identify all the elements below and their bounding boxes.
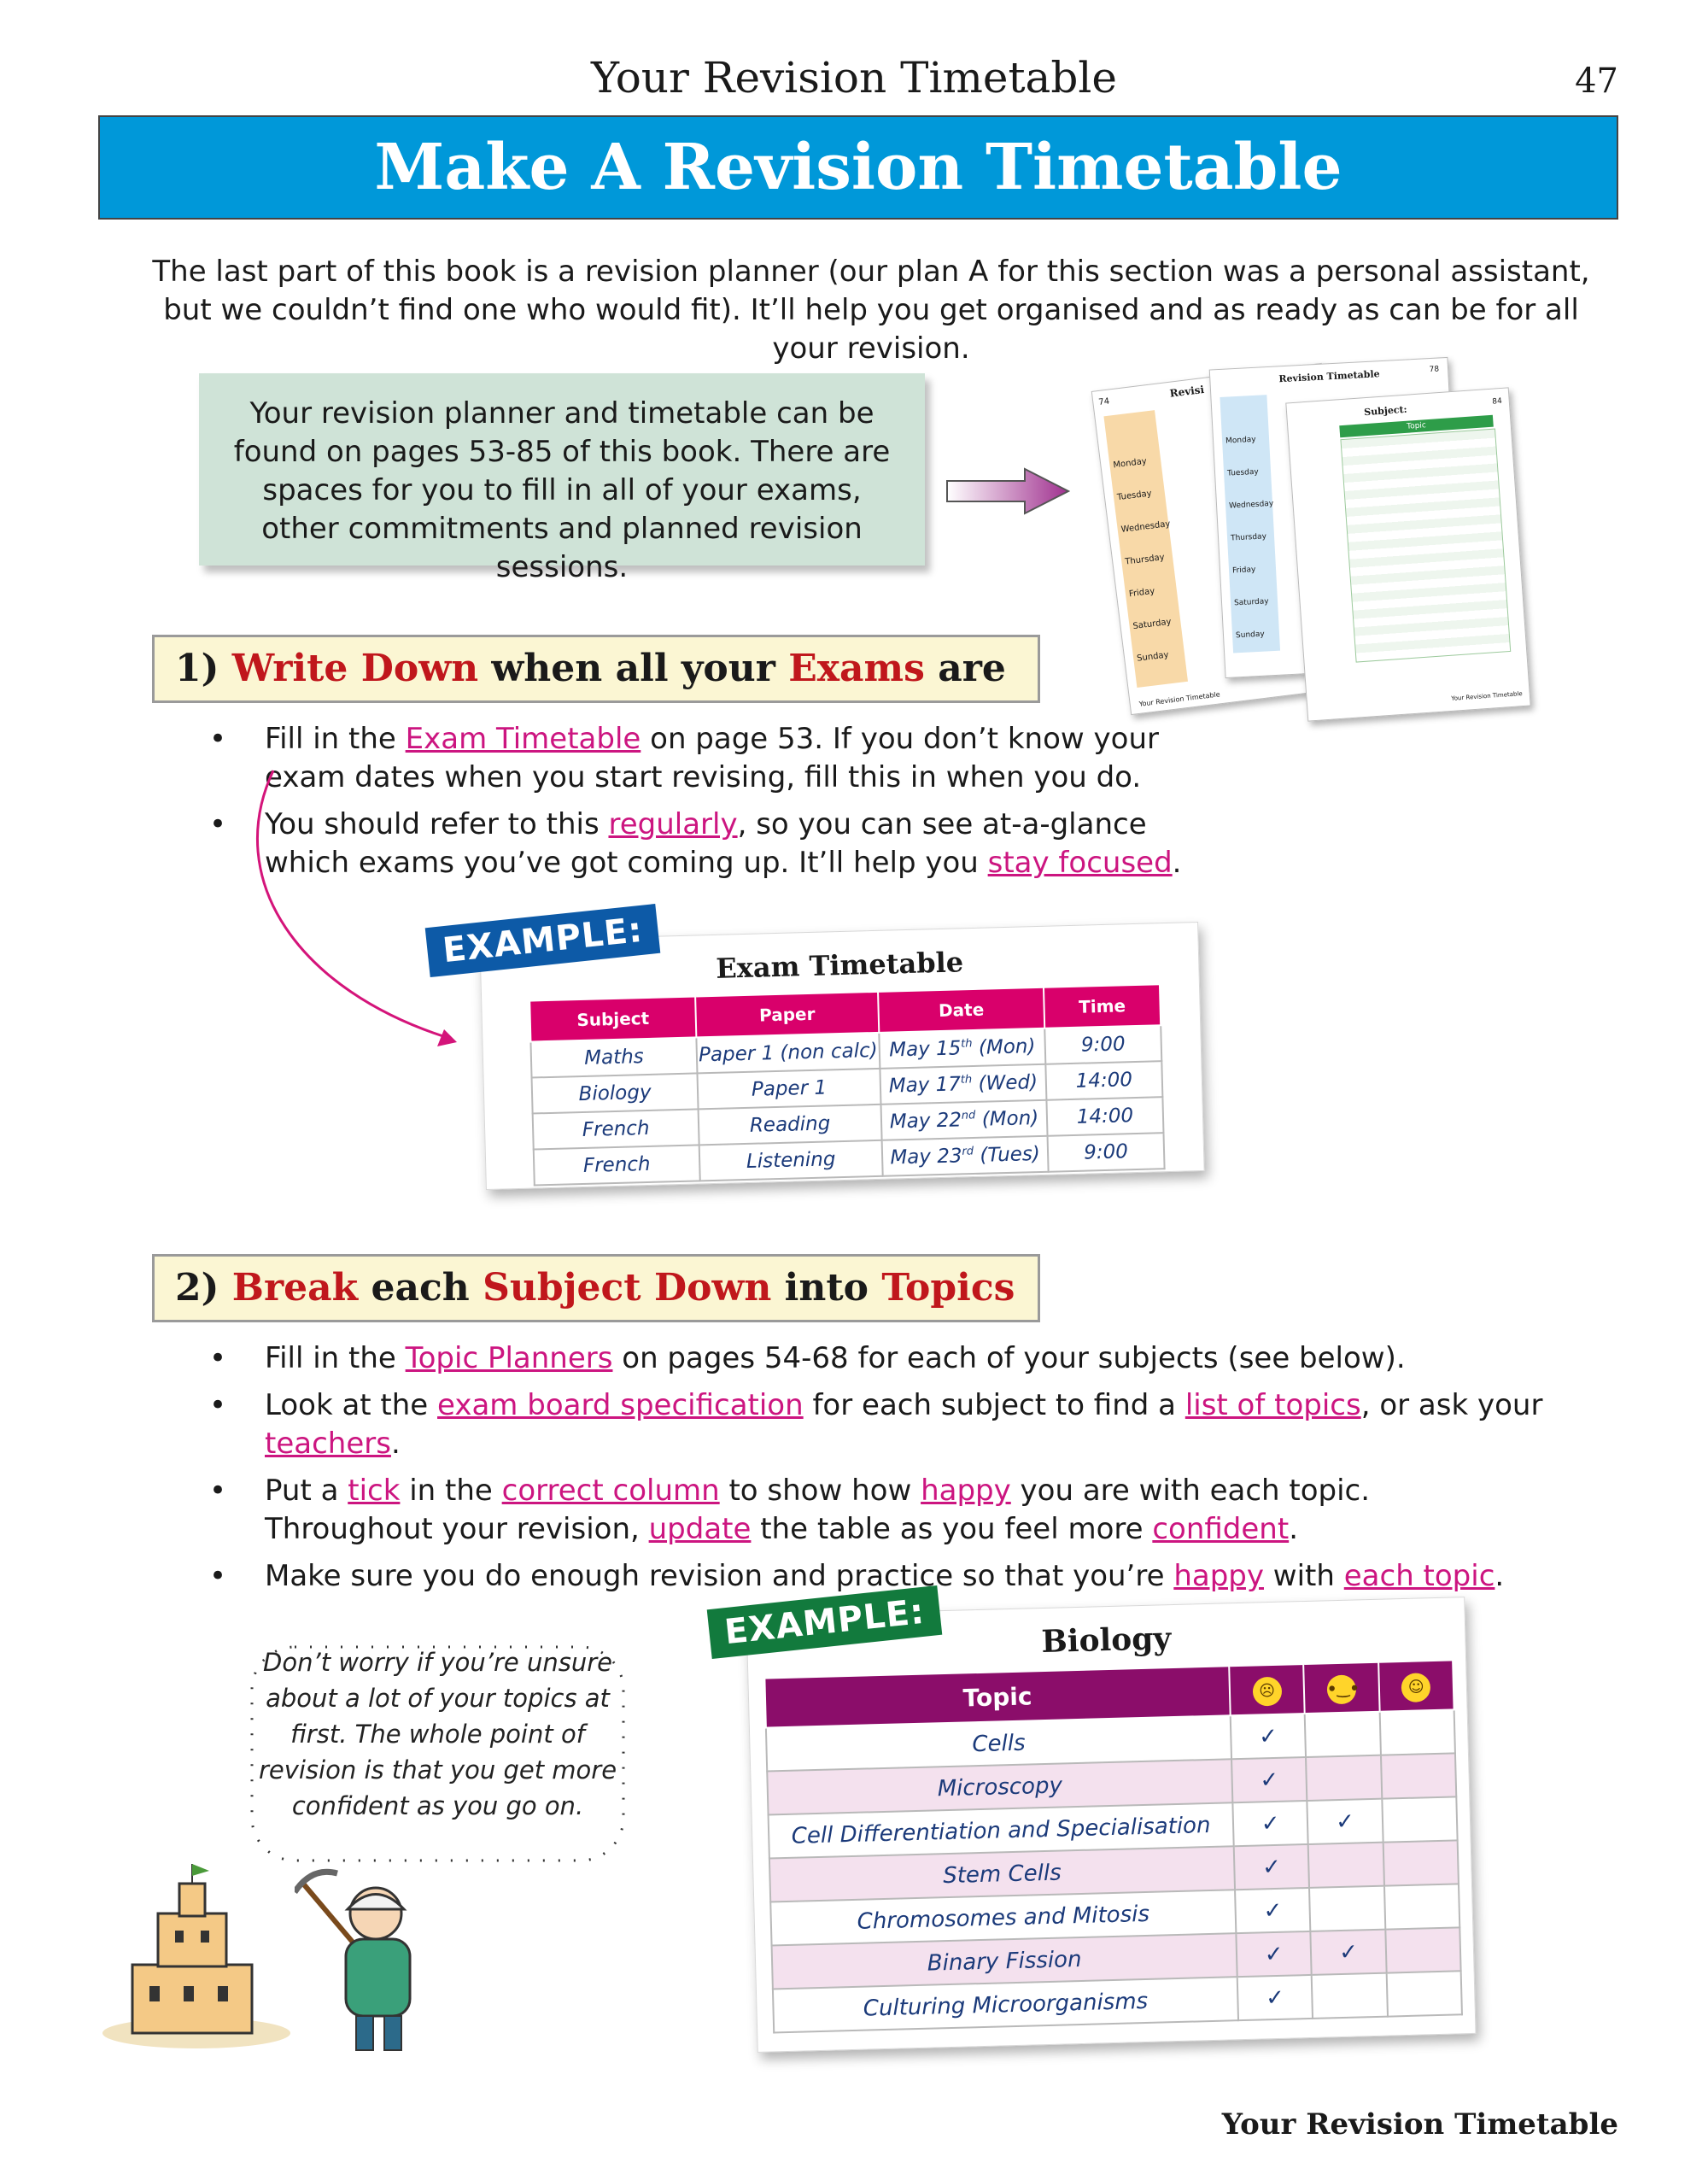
topic-cell: Stem Cells [769, 1846, 1235, 1902]
date-cell: May 17th (Wed) [880, 1064, 1046, 1105]
highlight-link: tick [348, 1474, 401, 1508]
paper-cell: Listening [699, 1140, 883, 1181]
confidence-tick-cell [1385, 1927, 1461, 1972]
thumbnail-days: Monday Tuesday Wednesday Thursday Friday Saturday Sunday [1112, 456, 1173, 664]
highlight-link: exam board specification [437, 1388, 804, 1422]
exam-timetable [529, 983, 1165, 1186]
confidence-tick-cell: ✓ [1234, 1844, 1310, 1890]
bullet-item: • Look at the exam board specification for each subject to find a list of topics, or ask your teachers. [209, 1388, 1543, 1461]
thumbnail-title: Subject: [1363, 403, 1408, 419]
thumbnail-page-number: 78 [1429, 365, 1440, 375]
highlight-link: regularly [608, 807, 738, 841]
heading-segment: Write Down [231, 647, 479, 690]
topic-cell: Cell Differentiation and Specialisation [769, 1802, 1234, 1858]
column-header-date: Date [878, 987, 1044, 1033]
subject-cell: Maths [530, 1037, 697, 1077]
intro-paragraph: The last part of this book is a revision planner (our plan A for this section was a personal assistant, but we couldn’t find one who would fit). It’ll help you get organised and as ready as can be for all your revision. [152, 255, 1590, 366]
running-footer: Your Revision Timetable [1221, 2107, 1618, 2142]
heading-segment: Exams [788, 647, 925, 690]
paper-cell: Paper 1 [697, 1069, 880, 1110]
bullet-item: • Put a tick in the correct column to show how happy you are with each topic. Throughout your revision, update the table as you feel more confident. [209, 1474, 1371, 1546]
biology-topic-table [763, 1659, 1463, 2033]
confidence-tick-cell: ✓ [1235, 1888, 1311, 1933]
highlight-link: teachers [265, 1427, 391, 1461]
bullet-icon: • [209, 722, 227, 756]
speech-bubble-text: Don’t worry if you’re unsure about a lot of your topics at first. The whole point of revision is that you get more confident as you go on. [258, 1648, 617, 1820]
highlight-link: happy [921, 1474, 1011, 1508]
highlight-link: list of topics [1184, 1388, 1361, 1422]
thumbnail-title: Revision Timetable [1278, 368, 1380, 385]
curved-arrow-icon [248, 760, 470, 1051]
miner-illustration [295, 1866, 440, 2063]
thumbnail-days: Monday Tuesday Wednesday Thursday Friday Saturday Sunday [1225, 435, 1274, 641]
subject-cell: French [533, 1109, 699, 1149]
confidence-tick-cell [1309, 1886, 1385, 1931]
thumbnail-footer: Your Revision Timetable [1451, 690, 1523, 702]
topic-cell: Microscopy [767, 1759, 1232, 1814]
page-title: Make A Revision Timetable [374, 131, 1342, 204]
section-2-bullets [209, 1339, 1661, 1604]
biology-topic-card [746, 1597, 1476, 2053]
confidence-tick-cell: ✓ [1232, 1801, 1308, 1846]
topic-cell: Binary Fission [772, 1933, 1237, 1989]
confidence-tick-cell [1312, 1973, 1388, 2019]
bullet-icon: • [209, 1559, 227, 1593]
confidence-tick-cell [1308, 1843, 1384, 1888]
column-header-time: Time [1044, 984, 1161, 1028]
confidence-tick-cell [1382, 1796, 1458, 1842]
confidence-tick-cell: ✓ [1236, 1931, 1312, 1977]
bullet-item: • Fill in the Topic Planners on pages 54-68 for each of your subjects (see below). [209, 1339, 1661, 1378]
thumbnail-title: Revisi [1168, 383, 1205, 400]
running-header: Your Revision Timetable [591, 53, 1117, 103]
confidence-tick-cell [1384, 1884, 1460, 1929]
thumbnail-topic-planner [1285, 387, 1530, 721]
paper-cell: Reading [699, 1105, 882, 1146]
paper-cell: Paper 1 (non calc) [696, 1033, 880, 1074]
confidence-tick-cell [1383, 1840, 1459, 1885]
bullet-icon: • [209, 1474, 227, 1508]
thumbnail-header: Topic [1339, 415, 1494, 438]
date-cell: May 15th (Mon) [879, 1028, 1045, 1069]
highlight-link: Exam Timetable [405, 722, 641, 756]
section-2-heading: 2) Break each Subject Down into Topics [152, 1254, 1040, 1322]
confidence-tick-cell: ✓ [1311, 1930, 1387, 1975]
heading-segment: when all your [478, 647, 789, 690]
thumbnail-page-number: 84 [1492, 396, 1503, 407]
confidence-tick-cell [1305, 1712, 1381, 1757]
sandcastle-illustration [98, 1862, 295, 2059]
heading-segment: Subject Down [483, 1266, 772, 1310]
bullet-icon: • [209, 1341, 227, 1375]
bullet-icon: • [209, 807, 227, 841]
column-header-topic: Topic [764, 1666, 1230, 1727]
heading-segment: Break [231, 1266, 359, 1310]
example-label-2: EXAMPLE: [707, 1585, 943, 1659]
happy-face-icon: ☺ [1378, 1660, 1454, 1711]
sad-face-icon: ☹ [1229, 1664, 1305, 1715]
time-cell: 14:00 [1045, 1061, 1162, 1100]
planner-note-box: Your revision planner and timetable can be found on pages 53-85 of this book. There are spaces for you to fill in all of your exams, other commitments and planned revision sessions. [199, 373, 925, 566]
bullet-icon: • [209, 1388, 227, 1422]
page-number: 47 [1575, 62, 1618, 101]
highlight-link: correct column [501, 1474, 720, 1508]
topic-cell: Chromosomes and Mitosis [770, 1890, 1236, 1945]
highlight-link: stay focused [987, 846, 1173, 880]
time-cell: 9:00 [1048, 1133, 1165, 1172]
subject-cell: Biology [532, 1073, 699, 1113]
time-cell: 14:00 [1046, 1097, 1163, 1136]
date-cell: May 23rd (Tues) [882, 1136, 1049, 1176]
section-1-heading: 1) Write Down when all your Exams are [152, 635, 1040, 703]
column-header-paper: Paper [695, 992, 879, 1038]
confidence-tick-cell: ✓ [1231, 1714, 1307, 1759]
time-cell: 9:00 [1044, 1025, 1161, 1064]
heading-segment: Topics [881, 1266, 1015, 1310]
topic-cell: Cells [766, 1715, 1231, 1771]
bullet-item: • You should refer to this regularly, so you can see at-a-glance which exams you’ve got coming up. It’ll help you stay focused. [209, 807, 1182, 880]
example-label-1: EXAMPLE: [425, 904, 661, 977]
right-arrow-icon [944, 466, 1072, 517]
highlight-link: each topic [1343, 1559, 1495, 1593]
confidence-tick-cell [1386, 1971, 1462, 2016]
heading-segment: each [358, 1266, 483, 1310]
highlight-link: happy [1173, 1559, 1264, 1593]
confidence-tick-cell [1381, 1753, 1457, 1798]
heading-segment: into [771, 1266, 882, 1310]
exam-timetable-card [479, 922, 1204, 1190]
confidence-tick-cell: ✓ [1237, 1975, 1313, 2020]
confidence-tick-cell [1306, 1755, 1382, 1801]
page-title-banner [98, 115, 1618, 220]
confidence-tick-cell: ✓ [1231, 1757, 1307, 1802]
neutral-face-icon: •‿• [1303, 1662, 1379, 1714]
topic-cell: Culturing Microorganisms [773, 1977, 1238, 2032]
confidence-tick-cell [1379, 1709, 1455, 1755]
thumbnail-footer: Your Revision Timetable [1138, 690, 1221, 708]
highlight-link: Topic Planners [405, 1341, 613, 1375]
column-header-subject: Subject [529, 996, 696, 1041]
subject-cell: French [534, 1145, 700, 1185]
bullet-item: • Make sure you do enough revision and practice so that you’re happy with each topic. [209, 1557, 1661, 1596]
bullet-item: • Fill in the Exam Timetable on page 53. If you don’t know your exam dates when you start revising, fill this in when you do. [209, 722, 1159, 794]
biology-title: Biology [1040, 1620, 1172, 1661]
thumbnail-rows [1340, 429, 1511, 663]
heading-segment: are [924, 647, 1006, 690]
exam-timetable-title: Exam Timetable [715, 946, 964, 985]
highlight-link: confident [1152, 1512, 1290, 1546]
highlight-link: update [648, 1512, 752, 1546]
date-cell: May 22nd (Mon) [881, 1100, 1048, 1140]
confidence-tick-cell: ✓ [1307, 1799, 1383, 1844]
thumbnail-page-number: 74 [1097, 396, 1110, 407]
